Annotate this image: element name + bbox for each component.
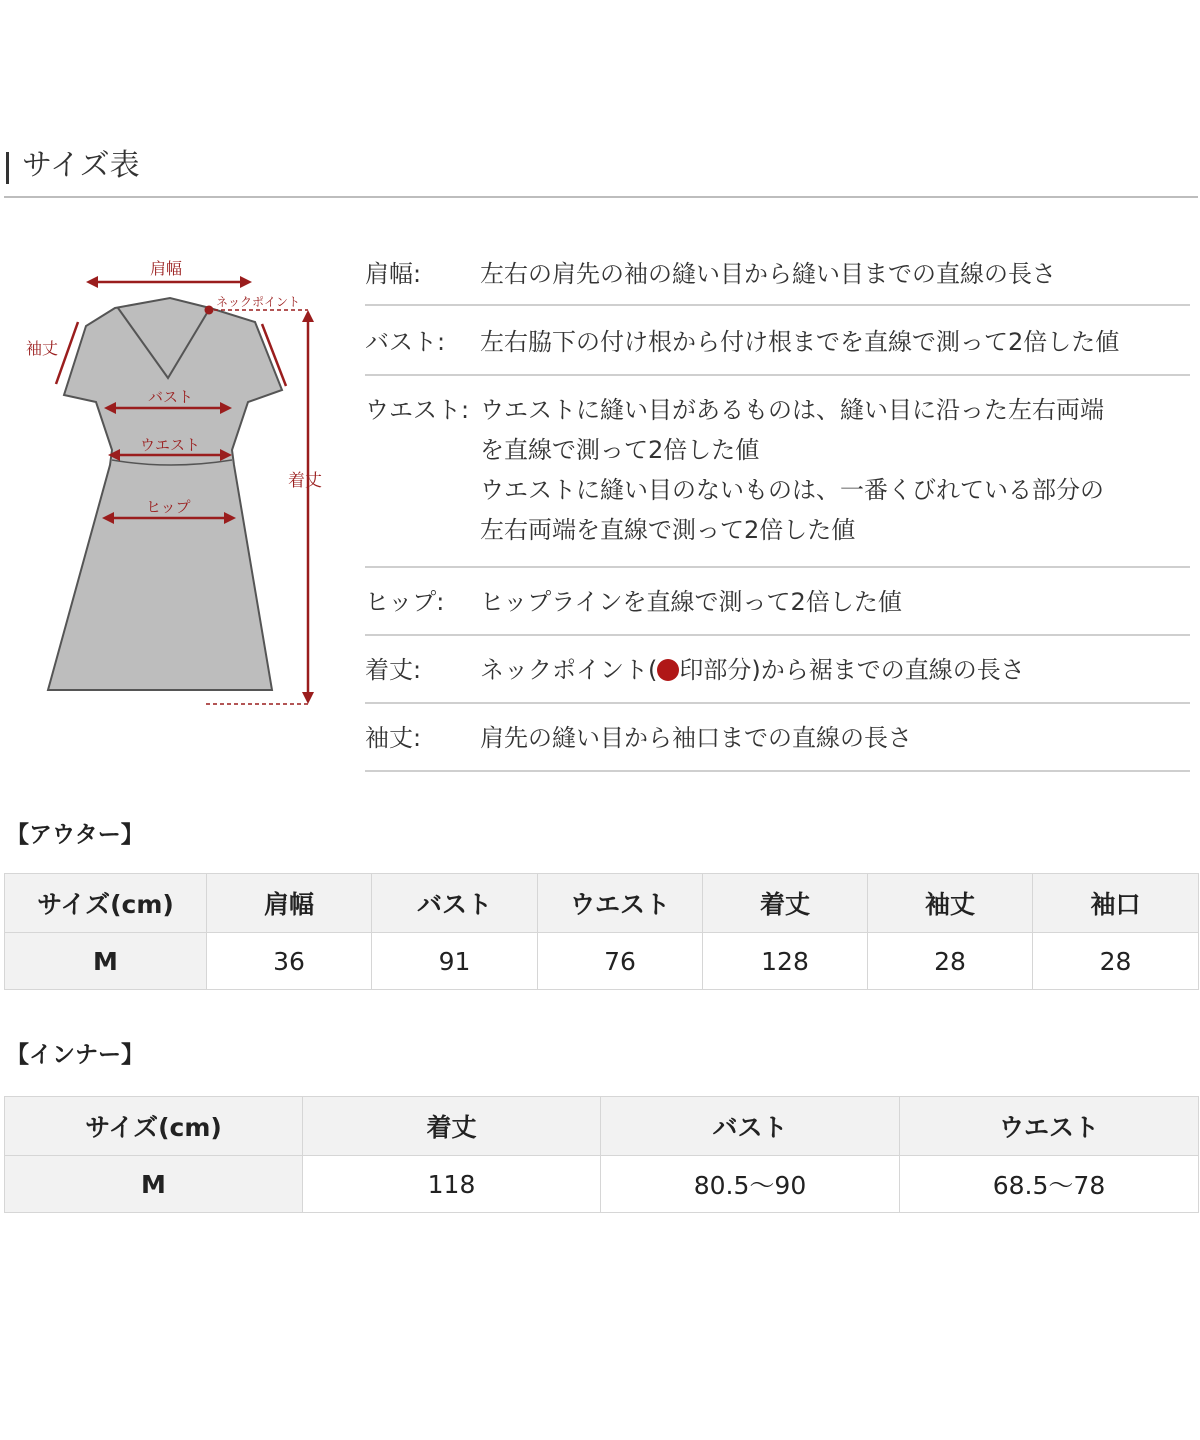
table-cell: M (5, 933, 207, 990)
table-cell: 118 (303, 1156, 601, 1213)
table-row (5, 1156, 1199, 1213)
table-header-cell: 着丈 (703, 874, 868, 933)
definition-desc (480, 322, 1190, 362)
length-arrowhead-bottom (302, 692, 314, 704)
definition-term: 肩幅: (365, 260, 422, 288)
dress-illustration (20, 250, 340, 720)
definition-line-pre: ネックポイント( (480, 656, 658, 684)
definition-term: 袖丈: (365, 724, 422, 752)
definition-line: ヒップラインを直線で測って2倍した値 (480, 588, 902, 616)
table-cell: 28 (1033, 933, 1199, 990)
neck-point-marker (205, 306, 214, 315)
outer-size-table (4, 873, 1199, 990)
definition-line: を直線で測って2倍した値 (480, 436, 760, 464)
definition-term: ウエスト: (365, 396, 470, 424)
label-sleeve: 袖丈 (26, 339, 59, 358)
inner-section-title: 【インナー】 (6, 1042, 144, 1068)
shoulder-arrowhead-right (240, 276, 252, 288)
definition-term: バスト: (365, 328, 446, 356)
definition-desc (480, 254, 1190, 294)
table-cell: 80.5〜90 (601, 1156, 900, 1213)
table-header-cell: 着丈 (303, 1097, 601, 1156)
table-cell: 28 (868, 933, 1033, 990)
label-hip: ヒップ (146, 498, 191, 516)
shoulder-arrowhead-left (86, 276, 98, 288)
table-header-cell: ウエスト (900, 1097, 1199, 1156)
table-header-cell: 袖口 (1033, 874, 1199, 933)
label-neck-point: ネックポイント (216, 295, 301, 309)
definition-desc (480, 718, 1190, 758)
definition-row-sleeve (365, 704, 1190, 772)
table-cell: M (5, 1156, 303, 1213)
header-accent-bar (6, 152, 9, 184)
page-header (0, 140, 1200, 200)
garment-diagram (20, 250, 340, 720)
table-header-cell: バスト (372, 874, 538, 933)
page-title: サイズ表 (22, 148, 140, 183)
definition-desc (480, 582, 1190, 622)
definition-line: 左右両端を直線で測って2倍した値 (480, 516, 856, 544)
table-header-cell: バスト (601, 1097, 900, 1156)
definition-row-shoulder (365, 240, 1190, 306)
table-header-cell: 袖丈 (868, 874, 1033, 933)
table-cell: 128 (703, 933, 868, 990)
measurement-definitions (365, 240, 1190, 772)
label-waist: ウエスト (140, 436, 201, 454)
inner-size-table (4, 1096, 1199, 1213)
definition-desc (480, 390, 1190, 550)
definition-term: 着丈: (365, 656, 422, 684)
table-header-cell: ウエスト (538, 874, 703, 933)
definition-row-bust (365, 306, 1190, 376)
definition-term: ヒップ: (365, 588, 445, 616)
length-arrowhead-top (302, 310, 314, 322)
table-cell: 68.5〜78 (900, 1156, 1199, 1213)
definition-row-waist (365, 376, 1190, 568)
definition-line: 左右の肩先の袖の縫い目から縫い目までの直線の長さ (480, 260, 1056, 288)
definition-row-length (365, 636, 1190, 704)
label-length: 着丈 (288, 471, 322, 491)
header-divider (4, 196, 1198, 198)
table-header-cell: 肩幅 (207, 874, 372, 933)
table-header-cell: サイズ(cm) (5, 874, 207, 933)
label-bust: バスト (148, 388, 194, 406)
definition-line: ウエストに縫い目のないものは、一番くびれている部分の (480, 476, 1104, 504)
definition-line: 左右脇下の付け根から付け根までを直線で測って2倍した値 (480, 328, 1120, 356)
red-dot-icon (657, 659, 679, 681)
table-cell: 91 (372, 933, 538, 990)
definition-desc (480, 650, 1190, 690)
definition-line-post: 印部分)から裾までの直線の長さ (679, 656, 1025, 684)
definition-line: 肩先の縫い目から袖口までの直線の長さ (480, 724, 912, 752)
definition-line (480, 650, 1190, 690)
table-header-cell: サイズ(cm) (5, 1097, 303, 1156)
outer-section-title: 【アウター】 (6, 822, 144, 848)
table-row (5, 933, 1199, 990)
table-header-row (5, 1097, 1199, 1156)
table-cell: 36 (207, 933, 372, 990)
definition-line: ウエストに縫い目があるものは、縫い目に沿った左右両端 (480, 396, 1104, 424)
table-cell: 76 (538, 933, 703, 990)
dress-shape (48, 298, 282, 690)
table-header-row (5, 874, 1199, 933)
definition-row-hip (365, 568, 1190, 636)
label-shoulder: 肩幅 (150, 259, 183, 278)
